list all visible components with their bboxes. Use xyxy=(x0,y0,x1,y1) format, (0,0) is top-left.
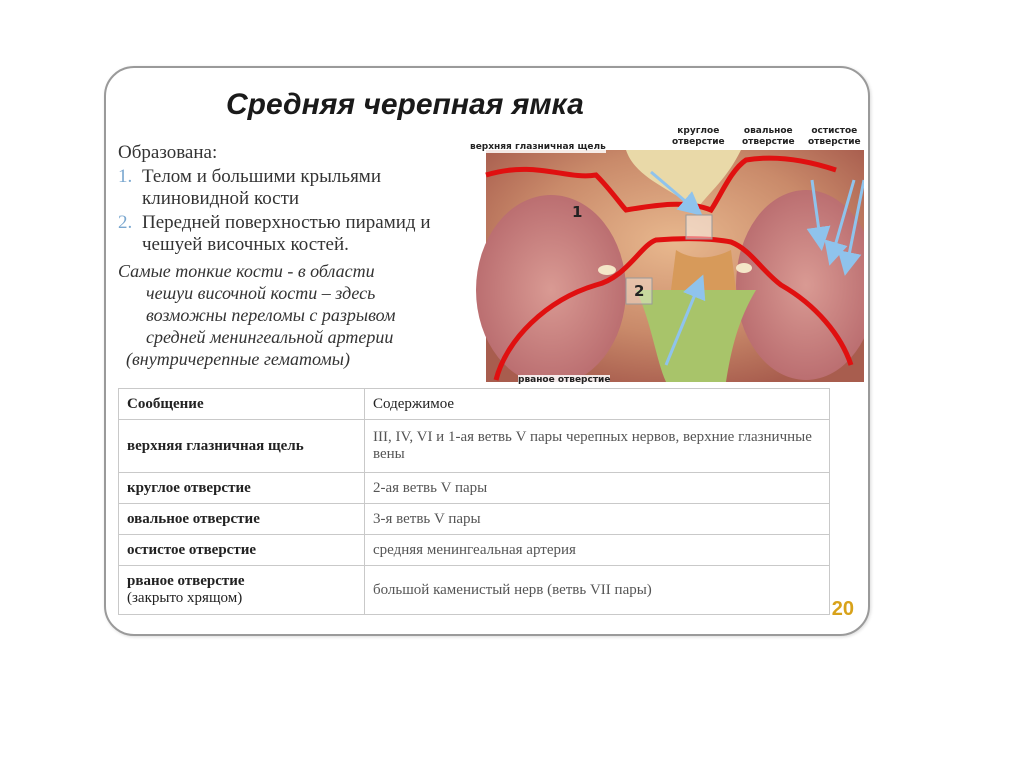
table-row xyxy=(119,566,830,615)
table-cell-name xyxy=(119,504,365,535)
label-spinous-foramen xyxy=(808,126,861,148)
list-item-number: 2. xyxy=(118,212,133,233)
table-cell-name xyxy=(119,566,365,615)
table-header: Сообщение xyxy=(119,389,365,420)
label-line: остистое xyxy=(811,126,858,136)
table-cell-content: 3-я ветвь V пары xyxy=(365,504,830,535)
table-header-row xyxy=(119,389,830,420)
text-block xyxy=(118,142,483,370)
table-row xyxy=(119,473,830,504)
skull-base-figure xyxy=(470,126,864,385)
marker-1-box xyxy=(686,215,712,239)
list-item-text: Телом и большими крыльями клиновидной кости xyxy=(142,166,382,209)
slide-title: Средняя черепная ямка xyxy=(226,88,584,121)
table-cell-name xyxy=(119,420,365,473)
table-header: Содержимое xyxy=(365,389,830,420)
marker-1-label: 1 xyxy=(572,203,583,221)
list-item xyxy=(118,166,483,210)
formed-label: Образована: xyxy=(118,142,218,163)
cell-text: верхняя глазничная щель xyxy=(127,437,304,454)
label-line: отверстие xyxy=(672,137,725,147)
table-cell-content: 2-ая ветвь V пары xyxy=(365,473,830,504)
label-round-foramen xyxy=(672,126,725,148)
cell-text: рваное отверстие xyxy=(127,573,245,589)
marker-2-label: 2 xyxy=(634,282,645,300)
table-row xyxy=(119,504,830,535)
table-cell-name xyxy=(119,535,365,566)
skull-base-illustration xyxy=(476,150,864,382)
cell-text: круглое отверстие xyxy=(127,479,251,496)
note-line: возможны переломы с разрывом xyxy=(146,305,396,325)
list-item-number: 1. xyxy=(118,166,133,187)
foramen-ovale-right xyxy=(736,263,752,273)
label-line: овальное xyxy=(743,126,793,136)
table-cell-name xyxy=(119,473,365,504)
note-line: чешуи височной кости – здесь xyxy=(146,283,376,303)
label-oval-foramen xyxy=(742,126,795,148)
table-row xyxy=(119,420,830,473)
foramen-ovale-left xyxy=(598,265,616,275)
note-line: (внутричерепные гематомы) xyxy=(126,349,350,369)
list-item-text: Передней поверхностью пирамид и чешуей височных костей. xyxy=(142,212,431,255)
note-line: Самые тонкие кости - в области xyxy=(118,261,375,281)
table-cell-content: большой каменистый нерв (ветвь VII пары) xyxy=(365,566,830,615)
table-row xyxy=(119,535,830,566)
foramina-table xyxy=(118,388,830,615)
note xyxy=(118,260,483,370)
table-cell-content: средняя менингеальная артерия xyxy=(365,535,830,566)
label-line: отверстие xyxy=(742,137,795,147)
cell-text: остистое отверстие xyxy=(127,541,257,558)
page-number: 20 xyxy=(831,598,854,620)
cell-subtext: (закрыто хрящом) xyxy=(127,590,243,606)
label-foramen-lacerum: рваное отверстие xyxy=(518,375,611,385)
label-superior-orbital-fissure: верхняя глазничная щель xyxy=(470,142,606,152)
left-fossa xyxy=(476,195,626,382)
table-cell-content: III, IV, VI и 1-ая ветвь V пары черепных нервов, верхние глазничные вены xyxy=(365,420,830,473)
note-line: средней менингеальной артерии xyxy=(146,327,394,347)
slide xyxy=(104,66,870,636)
label-line: круглое xyxy=(677,126,720,136)
list-item xyxy=(118,212,483,256)
label-line: отверстие xyxy=(808,137,861,147)
cell-text: овальное отверстие xyxy=(127,510,260,527)
